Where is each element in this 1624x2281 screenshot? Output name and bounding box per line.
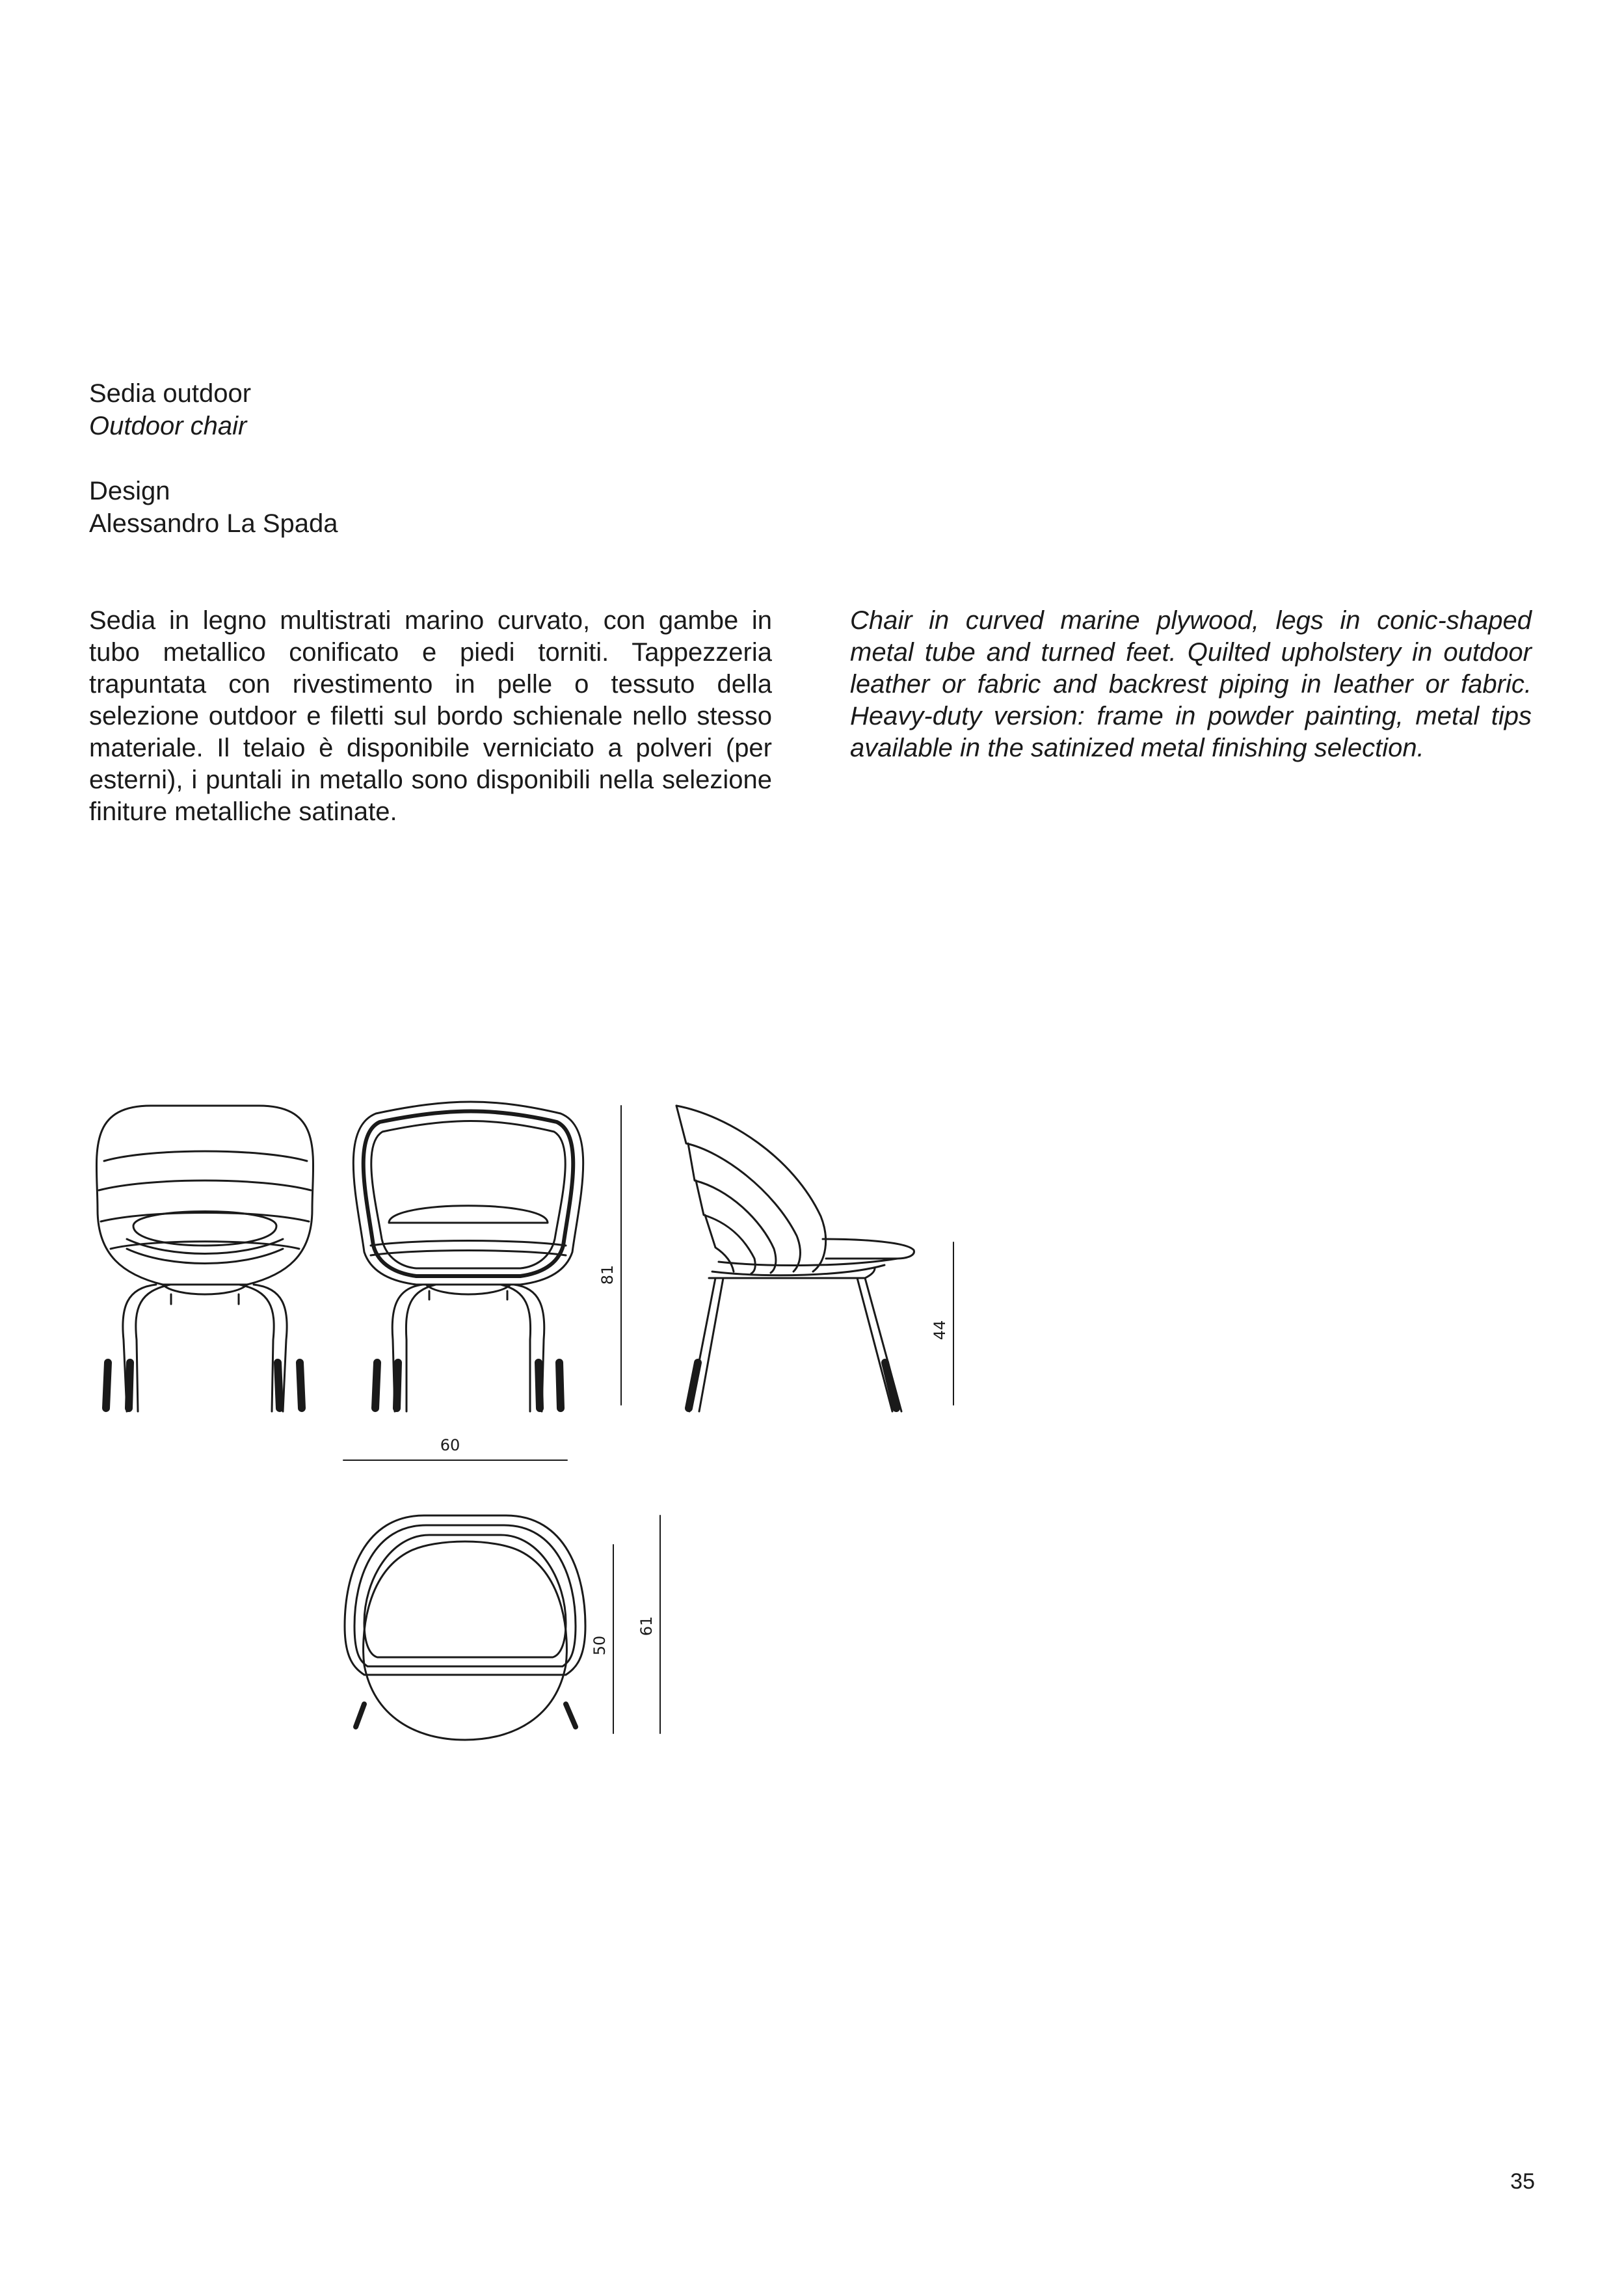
chair-side-view	[676, 1106, 914, 1411]
description-english: Chair in curved marine plywood, legs in conic-shaped metal tube and turned feet. Quilted upholstery in outdoor leather or fabric and backrest piping in leather or fabric. Heavy-duty version: frame in powder painting, metal tips available in the satinized metal finishing selection.	[850, 606, 1532, 762]
dimension-seat-height-label: 44	[931, 1320, 949, 1341]
product-title-en: Outdoor chair	[89, 412, 247, 440]
dimension-height-label: 81	[598, 1264, 617, 1285]
dimension-lines	[343, 1106, 953, 1733]
dimension-seat-depth-label: 50	[591, 1635, 609, 1656]
chair-top-view	[345, 1515, 585, 1740]
chair-front-view	[353, 1102, 583, 1411]
design-label: Design	[89, 477, 170, 505]
product-title-it: Sedia outdoor	[89, 379, 252, 408]
description-italian: Sedia in legno multistrati marino curvato, con gambe in tubo metallico conificato e piedi torniti. Tappezzeria trapuntata con rivestimento in pelle o tessuto della selezione outdoor e filetti sul bordo schienale nello stesso materiale. Il telaio è disponibile verniciato a polveri (per esterni), i puntali in metallo sono disponibili nella selezione finiture metalliche satinate.	[89, 606, 772, 826]
page-number: 35	[1510, 2169, 1535, 2194]
dimension-depth-label: 61	[637, 1616, 656, 1636]
designer-name: Alessandro La Spada	[89, 509, 338, 538]
chair-rear-view	[96, 1106, 313, 1411]
dimension-width-label: 60	[440, 1436, 460, 1454]
